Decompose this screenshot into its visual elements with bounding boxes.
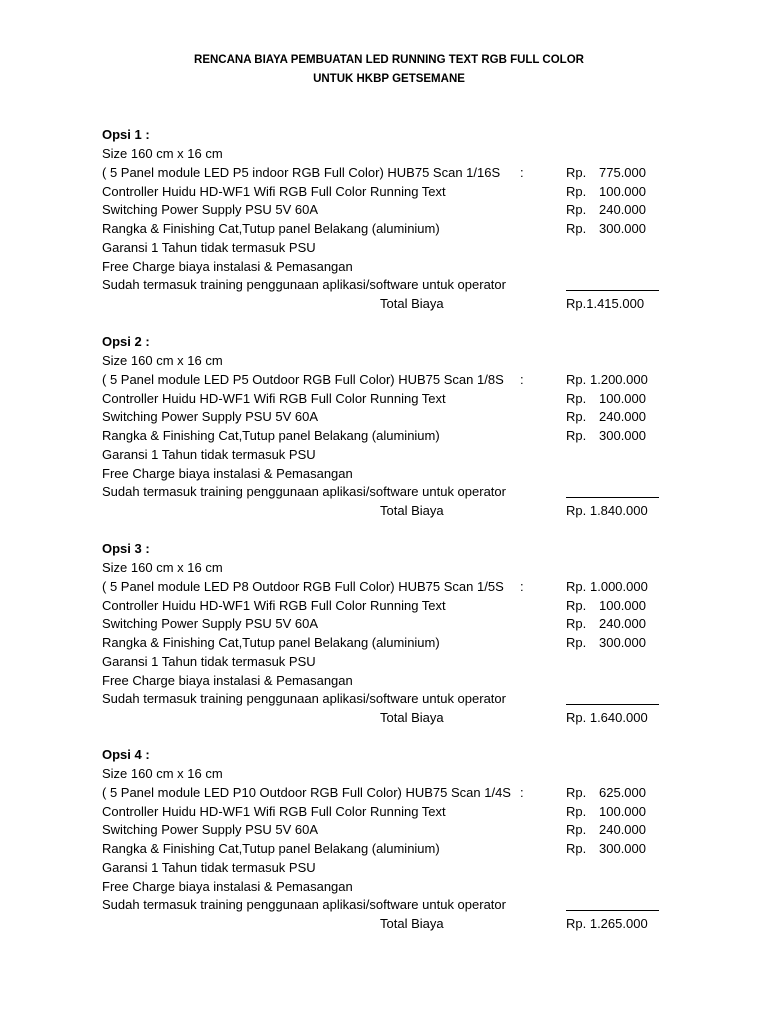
total-rule [566,910,659,911]
module-colon: : [520,165,524,180]
option-size: Size 160 cm x 16 cm [102,766,223,781]
total-rule [566,497,659,498]
option-size: Size 160 cm x 16 cm [102,353,223,368]
price-currency: Rp. [566,165,587,180]
option-frame-item: Rangka & Finishing Cat,Tutup panel Belakang (aluminium) [102,635,440,650]
document-title-line-2: UNTUK HKBP GETSEMANE [313,73,465,85]
price-amount: 240.000 [599,202,646,217]
price-currency: Rp. [566,616,587,631]
option-heading: Opsi 1 : [102,127,150,142]
option-heading: Opsi 2 : [102,334,150,349]
price-amount: 300.000 [599,841,646,856]
price-amount: 100.000 [599,391,646,406]
price-currency: Rp. [566,221,587,236]
price-amount: 300.000 [599,635,646,650]
option-module-item: ( 5 Panel module LED P5 Outdoor RGB Full Color) HUB75 Scan 1/8S [102,372,504,387]
price-amount: 1.000.000 [590,579,648,594]
price-amount: 100.000 [599,804,646,819]
option-psu-item: Switching Power Supply PSU 5V 60A [102,616,319,631]
price-currency: Rp. [566,785,587,800]
option-module-item: ( 5 Panel module LED P10 Outdoor RGB Full Color) HUB75 Scan 1/4S [102,785,511,800]
option-size: Size 160 cm x 16 cm [102,146,223,161]
total-rule [566,704,659,705]
option-warranty-note: Garansi 1 Tahun tidak termasuk PSU [102,654,316,669]
price-amount: 625.000 [599,785,646,800]
price-amount: 300.000 [599,221,646,236]
option-controller-item: Controller Huidu HD-WF1 Wifi RGB Full Color Running Text [102,804,446,819]
option-size: Size 160 cm x 16 cm [102,560,223,575]
price-amount: 240.000 [599,616,646,631]
module-colon: : [520,579,524,594]
price-currency: Rp. [566,184,587,199]
option-training-note: Sudah termasuk training penggunaan aplikasi/software untuk operator [102,691,506,706]
option-install-note: Free Charge biaya instalasi & Pemasangan [102,673,353,688]
option-controller-item: Controller Huidu HD-WF1 Wifi RGB Full Color Running Text [102,184,446,199]
total-value: Rp. 1.840.000 [566,503,648,518]
price-currency: Rp. [566,635,587,650]
option-warranty-note: Garansi 1 Tahun tidak termasuk PSU [102,447,316,462]
option-controller-item: Controller Huidu HD-WF1 Wifi RGB Full Color Running Text [102,391,446,406]
price-currency: Rp. [566,409,587,424]
option-psu-item: Switching Power Supply PSU 5V 60A [102,409,319,424]
option-training-note: Sudah termasuk training penggunaan aplikasi/software untuk operator [102,277,506,292]
total-rule [566,290,659,291]
option-frame-item: Rangka & Finishing Cat,Tutup panel Belakang (aluminium) [102,841,440,856]
option-install-note: Free Charge biaya instalasi & Pemasangan [102,259,353,274]
option-frame-item: Rangka & Finishing Cat,Tutup panel Belakang (aluminium) [102,221,440,236]
price-amount: 240.000 [599,409,646,424]
price-amount: 240.000 [599,822,646,837]
price-currency: Rp. [566,372,587,387]
option-warranty-note: Garansi 1 Tahun tidak termasuk PSU [102,240,316,255]
price-currency: Rp. [566,804,587,819]
option-heading: Opsi 3 : [102,541,150,556]
option-heading: Opsi 4 : [102,747,150,762]
price-currency: Rp. [566,822,587,837]
document-title-line-1: RENCANA BIAYA PEMBUATAN LED RUNNING TEXT RGB FULL COLOR [194,54,584,66]
price-currency: Rp. [566,579,587,594]
total-label: Total Biaya [380,710,444,725]
option-warranty-note: Garansi 1 Tahun tidak termasuk PSU [102,860,316,875]
option-frame-item: Rangka & Finishing Cat,Tutup panel Belakang (aluminium) [102,428,440,443]
price-currency: Rp. [566,598,587,613]
price-currency: Rp. [566,202,587,217]
price-amount: 300.000 [599,428,646,443]
price-amount: 100.000 [599,184,646,199]
price-amount: 100.000 [599,598,646,613]
option-training-note: Sudah termasuk training penggunaan aplikasi/software untuk operator [102,484,506,499]
total-value: Rp. 1.265.000 [566,916,648,931]
option-install-note: Free Charge biaya instalasi & Pemasangan [102,466,353,481]
option-training-note: Sudah termasuk training penggunaan aplikasi/software untuk operator [102,897,506,912]
option-psu-item: Switching Power Supply PSU 5V 60A [102,202,319,217]
price-currency: Rp. [566,841,587,856]
module-colon: : [520,785,524,800]
total-label: Total Biaya [380,916,444,931]
total-value: Rp. 1.640.000 [566,710,648,725]
module-colon: : [520,372,524,387]
total-label: Total Biaya [380,503,444,518]
option-psu-item: Switching Power Supply PSU 5V 60A [102,822,319,837]
option-controller-item: Controller Huidu HD-WF1 Wifi RGB Full Color Running Text [102,598,446,613]
option-module-item: ( 5 Panel module LED P5 indoor RGB Full Color) HUB75 Scan 1/16S [102,165,501,180]
total-value: Rp.1.415.000 [566,296,645,311]
option-install-note: Free Charge biaya instalasi & Pemasangan [102,879,353,894]
price-amount: 1.200.000 [590,372,648,387]
price-currency: Rp. [566,391,587,406]
total-label: Total Biaya [380,296,444,311]
price-amount: 775.000 [599,165,646,180]
price-currency: Rp. [566,428,587,443]
option-module-item: ( 5 Panel module LED P8 Outdoor RGB Full Color) HUB75 Scan 1/5S [102,579,504,594]
